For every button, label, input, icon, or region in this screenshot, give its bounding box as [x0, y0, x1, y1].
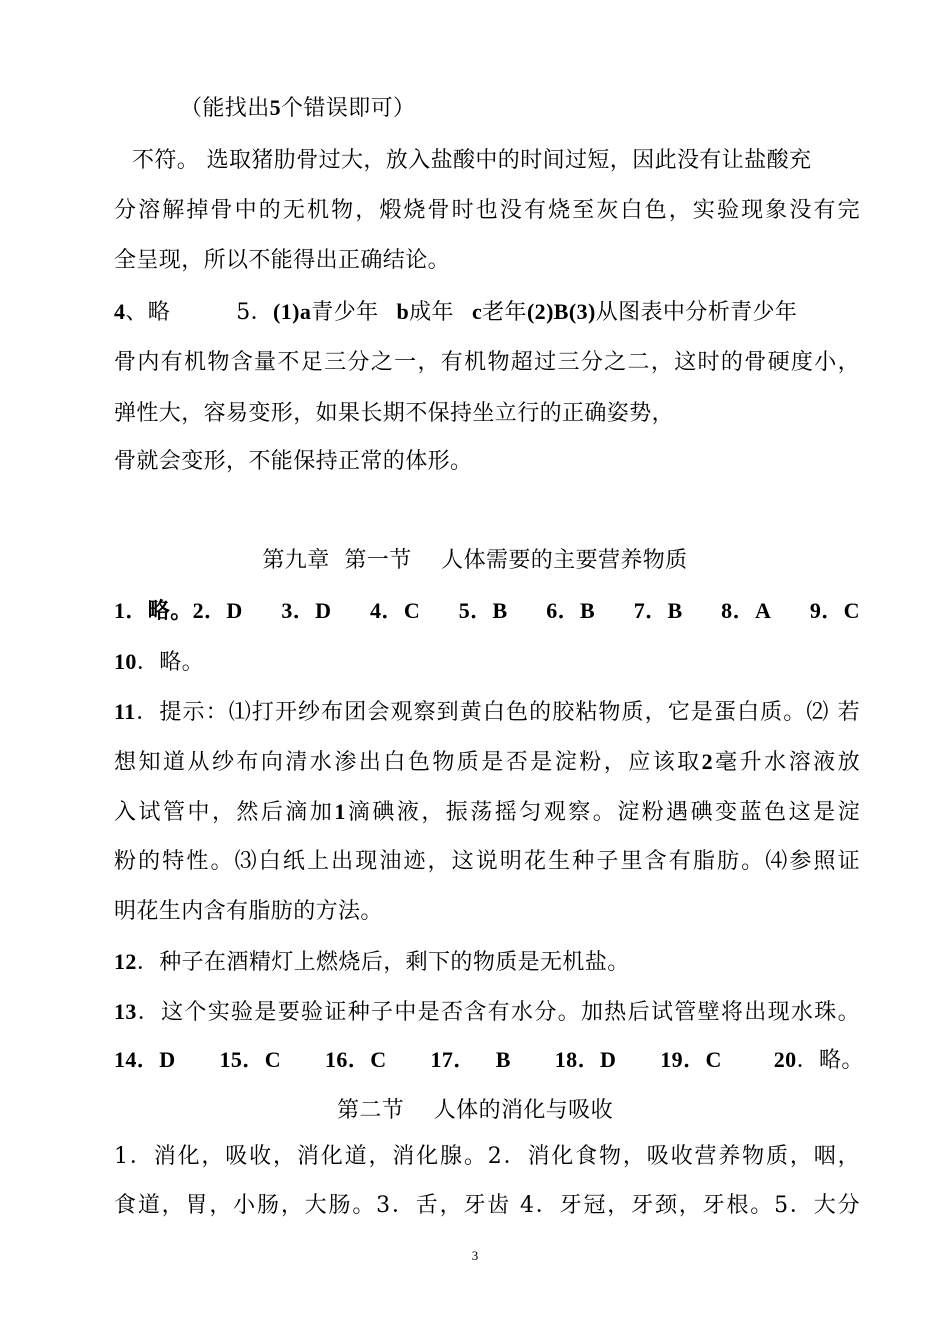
text-line: 明花生内含有脂肪的方法。: [114, 899, 383, 924]
text-span: 老年: [482, 300, 527, 325]
answer-row-1-9: [114, 595, 860, 627]
answer-item: 17．: [430, 1047, 476, 1072]
text-span: ．略。: [796, 1047, 864, 1072]
page-number: 3: [471, 1248, 479, 1263]
answer-line-11: [114, 696, 860, 729]
answer-item: 4．C: [370, 598, 421, 623]
answer-item: 15．C: [219, 1047, 281, 1072]
answer-item: 14．D: [114, 1047, 176, 1072]
text-span: 青少年: [311, 300, 379, 325]
bold-label: b: [396, 299, 410, 324]
text-span: 个错误即可）: [281, 96, 416, 121]
note-line: [180, 92, 415, 125]
answer-item: 9．C: [809, 598, 860, 623]
text-line: 不符。 选取猪肋骨过大，放入盐酸中的时间过短，因此没有让盐酸充: [132, 148, 812, 173]
section-heading: 第二节 人体的消化与吸收: [337, 1098, 613, 1123]
bold-number: 2: [701, 749, 714, 774]
answer-line-10: [114, 646, 204, 679]
answer-row-14-20: [114, 1044, 864, 1076]
text-line: 1．消化，吸收，消化道，消化腺。2．消化食物，吸收营养物质，咽，: [114, 1144, 860, 1169]
text-span: 滴碘液，振荡摇匀观察。淀粉遇碘变蓝色这是淀: [345, 800, 860, 825]
section-heading: 第九章 第一节 人体需要的主要营养物质: [262, 548, 688, 573]
answer-line-13: [114, 996, 860, 1029]
text-span: 毫升水溶液放: [713, 750, 860, 775]
text-span: ．略。: [136, 650, 205, 675]
bold-label: (1)a: [273, 299, 312, 324]
text-line: 全呈现，所以不能得出正确结论。: [114, 248, 451, 273]
text-span: 成年: [409, 300, 454, 325]
bold-number: 5: [269, 95, 282, 120]
text-line: [114, 796, 860, 829]
answer-item: 1．略。2．D: [114, 598, 243, 623]
text-span: （能找出: [180, 96, 270, 121]
answer-line-12: [114, 946, 630, 979]
answer-item: 19．C: [660, 1047, 722, 1072]
text-line: [114, 746, 860, 779]
answer-item: 20: [773, 1047, 797, 1072]
answer-item: 16．C: [325, 1047, 387, 1072]
text-span: ．提示：⑴打开纱布团会观察到黄白色的胶粘物质，它是蛋白质。⑵ 若: [135, 700, 860, 725]
answer-item: 3．D: [281, 598, 332, 623]
question-number: 11: [114, 699, 136, 724]
text-span: ．种子在酒精灯上燃烧后，剩下的物质是无机盐。: [136, 950, 630, 975]
text-line: 食道，胃，小肠，大肠。3．舌，牙齿 4．牙冠，牙颈，牙根。5．大分: [114, 1193, 860, 1218]
answer-item: 18．D: [554, 1047, 617, 1072]
bold-label: c: [471, 299, 483, 324]
bold-label: (2)B(3): [526, 299, 596, 324]
text-span: 从图表中分析青少年: [595, 300, 798, 325]
question-number: 13: [114, 999, 137, 1024]
answer-item: 8．A: [721, 598, 772, 623]
text-span: 入试管中，然后滴加: [114, 800, 335, 825]
text-span: 、略: [125, 300, 171, 325]
answer-item: 6．B: [546, 598, 596, 623]
text-line: 弹性大，容易变形，如果长期不保持坐立行的正确姿势，: [114, 401, 675, 426]
answer-line-4-5: [114, 296, 797, 329]
text-line: 骨内有机物含量不足三分之一，有机物超过三分之二，这时的骨硬度小，: [114, 350, 860, 375]
bold-number: 1: [334, 799, 346, 824]
text-span: 想知道从纱布向清水渗出白色物质是否是淀粉，应该取: [114, 750, 702, 775]
text-line: 骨就会变形，不能保持正常的体形。: [114, 449, 473, 474]
question-number: 4: [114, 299, 126, 324]
text-line: 粉的特性。⑶白纸上出现油迹，这说明花生种子里含有脂肪。⑷参照证: [114, 849, 860, 874]
answer-item: 7．B: [633, 598, 683, 623]
text-span: ．这个实验是要验证种子中是否含有水分。加热后试管壁将出现水珠。: [136, 1000, 860, 1025]
question-number: 12: [114, 949, 137, 974]
question-number: 5．: [236, 300, 274, 325]
answer-item: B: [495, 1047, 511, 1072]
question-number: 10: [114, 649, 137, 674]
text-line: 分溶解掉骨中的无机物，煅烧骨时也没有烧至灰白色，实验现象没有完: [114, 198, 860, 223]
answer-item: 5．B: [458, 598, 508, 623]
